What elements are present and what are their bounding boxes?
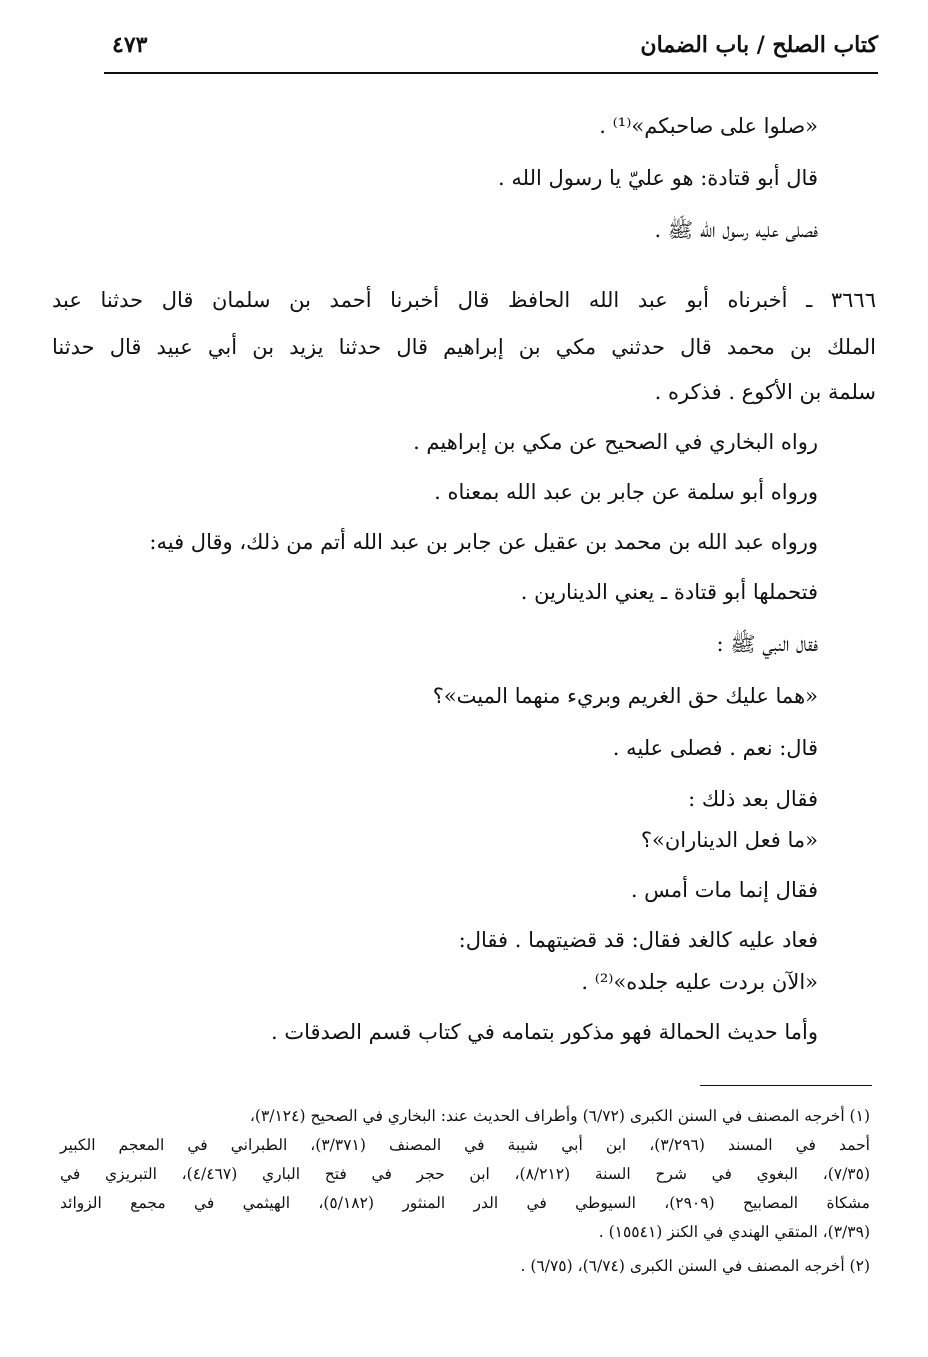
footnote-line: (١) أخرجه المصنف في السنن الكبرى (٦/٧٢) وأطراف الحديث عند: البخاري في الصحيح (٣/١٢٤)، xyxy=(249,1107,870,1125)
hadith-text-line: سلمة بن الأكوع . فذكره . xyxy=(654,380,876,404)
text-line: فقال إنما مات أمس . xyxy=(630,878,818,902)
text-line: ورواه عبد الله بن محمد بن عقيل عن جابر بن عبد الله أتم من ذلك، وقال فيه: xyxy=(149,530,818,554)
text-line: رواه البخاري في الصحيح عن مكي بن إبراهيم . xyxy=(413,430,818,454)
text-line: وأما حديث الحمالة فهو مذكور بتمامه في كتاب قسم الصدقات . xyxy=(270,1020,818,1044)
hadith-text-line: ٣٦٦٦ ـ أخبرناه أبو عبد الله الحافظ قال أخبرنا أحمد بن سلمان قال حدثنا عبد xyxy=(52,288,876,312)
footnote-line: مشكاة المصابيح (٢٩٠٩)، السيوطي في الدر المنثور (٥/١٨٢)، الهيثمي في مجمع الزوائد xyxy=(60,1194,870,1212)
page-number: ٤٧٣ xyxy=(112,32,148,58)
text-line: «الآن بردت عليه جلده»⁽²⁾ . xyxy=(581,970,818,994)
footnote-separator xyxy=(700,1085,872,1086)
text-line: «ما فعل الديناران»؟ xyxy=(640,828,818,852)
text-line: ورواه أبو سلمة عن جابر بن عبد الله بمعناه . xyxy=(434,480,818,504)
text-line: فعاد عليه كالغد فقال: قد قضيتهما . فقال: xyxy=(458,928,818,952)
text-line: «هما عليك حق الغريم وبريء منهما الميت»؟ xyxy=(432,684,818,708)
text-line: فصلى عليه رسول الله ﷺ . xyxy=(654,218,818,242)
header-rule xyxy=(104,72,878,74)
footnote-line: (٣/٣٩)، المتقي الهندي في الكنز (١٥٥٤١) . xyxy=(598,1223,870,1241)
footnote-line: (٢) أخرجه المصنف في السنن الكبرى (٦/٧٤)، (٦/٧٥) . xyxy=(520,1257,870,1275)
hadith-text-line: الملك بن محمد قال حدثني مكي بن إبراهيم قال حدثنا يزيد بن أبي عبيد قال حدثنا xyxy=(52,335,876,359)
text-line: فتحملها أبو قتادة ـ يعني الدينارين . xyxy=(520,580,818,604)
text-line: قال أبو قتادة: هو عليّ يا رسول الله . xyxy=(498,166,818,190)
text-line: قال: نعم . فصلى عليه . xyxy=(612,736,818,760)
text-line: «صلوا على صاحبكم»⁽¹⁾ . xyxy=(599,114,818,138)
footnote-line: (٧/٣٥)، البغوي في شرح السنة (٨/٢١٢)، ابن حجر في فتح الباري (٤/٤٦٧)، التبريزي في xyxy=(60,1165,871,1183)
text-line: فقال بعد ذلك : xyxy=(688,787,818,811)
footnote-line: أحمد في المسند (٣/٢٩٦)، ابن أبي شيبة في المصنف (٣/٣٧١)، الطبراني في المعجم الكبير xyxy=(60,1136,870,1154)
text-line: فقال النبي ﷺ : xyxy=(716,632,818,656)
running-header-title: كتاب الصلح / باب الضمان xyxy=(640,32,878,58)
